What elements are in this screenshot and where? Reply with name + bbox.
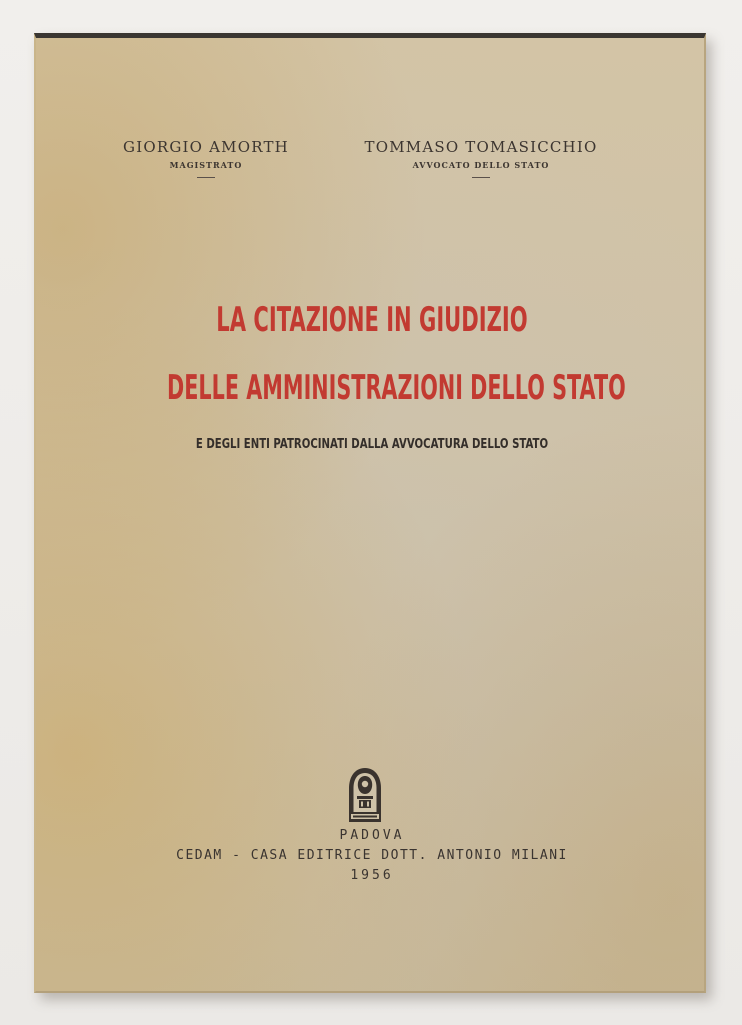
publication-year: 1956 <box>350 868 394 883</box>
author-name: GIORGIO AMORTH <box>123 138 289 156</box>
book-title-line-1: LA CITAZIONE IN GIUDIZIO <box>216 300 528 340</box>
publisher-city: PADOVA <box>339 828 405 843</box>
author-role: AVVOCATO DELLO STATO <box>412 160 550 170</box>
author-role: MAGISTRATO <box>169 160 243 170</box>
author-name: TOMMASO TOMASICCHIO <box>364 138 598 156</box>
author-divider <box>197 177 215 178</box>
publisher-name: CEDAM - CASA EDITRICE DOTT. ANTONIO MILANI <box>176 848 568 863</box>
publisher-emblem-icon <box>345 766 385 826</box>
author-divider <box>472 177 490 178</box>
book-subtitle: E DEGLI ENTI PATROCINATI DALLA AVVOCATURA DELLO STATO <box>195 437 549 452</box>
author-block-tomasicchio <box>361 138 601 178</box>
book-cover <box>34 33 706 993</box>
book-title-line-2: DELLE AMMINISTRAZIONI DELLO STATO <box>167 368 626 408</box>
author-block-amorth <box>116 138 296 178</box>
